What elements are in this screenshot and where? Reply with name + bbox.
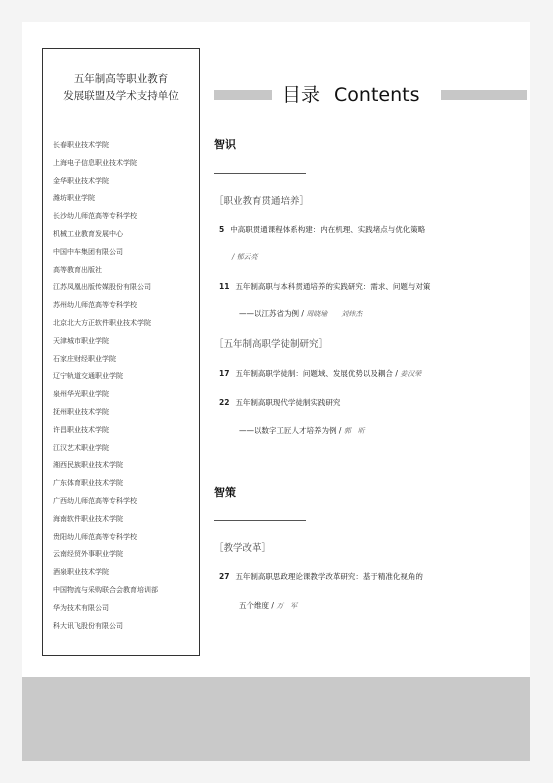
org-item: 中国中车集团有限公司 [53, 247, 123, 256]
org-item: 湘西民族职业技术学院 [53, 461, 123, 470]
article-author: 郭 昕 [343, 427, 365, 435]
toc-entry[interactable] [219, 281, 430, 292]
org-item: 石家庄财经职业学院 [53, 354, 116, 363]
org-item: 机械工业教育发展中心 [53, 229, 123, 238]
article-subtitle-text: 五个维度 / [239, 601, 274, 610]
org-item: 江汉艺术职业学院 [53, 443, 109, 452]
org-item: 贵阳幼儿师范高等专科学校 [53, 532, 137, 541]
article-author: 周晓瑜 刘炜杰 [306, 310, 363, 318]
sidebar-header [43, 71, 199, 105]
org-item: 北京北大方正软件职业技术学院 [53, 318, 151, 327]
sidebar-header-line2: 发展联盟及学术支持单位 [63, 90, 179, 102]
org-item: 许昌职业技术学院 [53, 425, 109, 434]
sidebar-header-line1: 五年制高等职业教育 [73, 73, 169, 85]
org-item: 长春职业技术学院 [53, 141, 109, 149]
title-en: Contents [334, 84, 420, 106]
org-item: 辽宁轨道交通职业学院 [53, 372, 123, 381]
article-author: 姜汉荣 [400, 370, 422, 378]
toc-entry[interactable] [219, 224, 425, 235]
org-list [53, 137, 158, 635]
org-item: 云南经贸外事职业学院 [53, 550, 123, 559]
org-item: 海南软件职业技术学院 [53, 514, 123, 523]
title-cn: 目录 [282, 84, 321, 106]
article-author-line [232, 252, 258, 262]
org-item: 中国物流与采购联合会教育培训部 [53, 585, 158, 594]
toc-entry[interactable] [219, 571, 423, 582]
org-item: 潍坊职业学院 [53, 194, 95, 203]
article-title: 中高职贯通课程体系构建：内在机理、实践堵点与优化策略 [230, 225, 426, 234]
org-item: 上海电子信息职业技术学院 [53, 158, 137, 167]
page-number: 17 [219, 369, 230, 378]
column-label-guantong: ［职业教育贯通培养］ [214, 196, 310, 207]
org-item: 泉州华光职业学院 [53, 390, 109, 399]
article-subtitle-text: ——以数字工匠人才培养为例 / [239, 426, 342, 435]
org-item: 广东体育职业技术学院 [53, 479, 123, 488]
section-title-zhishi: 智识 [214, 138, 236, 151]
title-bar-left [214, 90, 272, 100]
org-item: 广西幼儿师范高等专科学校 [53, 496, 137, 505]
org-item: 抚州职业技术学院 [53, 407, 109, 416]
article-title: 五年制高职现代学徒制实践研究 [235, 398, 341, 407]
org-item: 酒泉职业技术学院 [53, 568, 109, 577]
section-title-zhice: 智策 [214, 486, 236, 499]
title-bar-right [441, 90, 527, 100]
article-author: / 郁云亮 [232, 253, 258, 261]
org-item: 苏州幼儿师范高等专科学校 [53, 301, 137, 310]
org-item: 科大讯飞股份有限公司 [53, 621, 123, 630]
article-subtitle-text: ——以江苏省为例 / [239, 309, 304, 318]
org-item: 华为技术有限公司 [53, 603, 109, 612]
article-title: 五年制高职与本科贯通培养的实践研究：需求、问题与对策 [235, 282, 431, 291]
page-number: 27 [219, 572, 230, 581]
page-number: 22 [219, 398, 230, 407]
org-item: 金华职业技术学院 [53, 176, 109, 185]
bottom-band [22, 677, 530, 761]
org-item: 天津城市职业学院 [53, 336, 109, 345]
article-subtitle [239, 308, 362, 319]
section-rule-zhishi [214, 173, 306, 174]
article-subtitle [239, 600, 297, 611]
section-rule-zhice [214, 520, 306, 521]
page-title [282, 80, 419, 107]
org-item: 高等教育出版社 [53, 265, 102, 274]
article-title: 五年制高职学徒制：问题域、发展优势以及耦合 / [235, 369, 398, 378]
sidebar-support-units [42, 48, 200, 656]
org-item: 江苏凤凰出版传媒股份有限公司 [53, 283, 151, 292]
article-title: 五年制高职思政理论课教学改革研究：基于精准化视角的 [235, 572, 423, 581]
toc-entry[interactable] [219, 368, 421, 379]
page-number: 11 [219, 282, 230, 291]
column-label-xuetuzhi: ［五年制高职学徒制研究］ [214, 339, 329, 350]
article-subtitle [239, 425, 365, 436]
toc-entry[interactable] [219, 397, 340, 408]
column-label-jiaoxue: ［教学改革］ [214, 543, 272, 554]
page-number: 5 [219, 225, 225, 234]
org-item: 长沙幼儿师范高等专科学校 [53, 212, 137, 221]
article-author: 万 军 [276, 602, 298, 610]
